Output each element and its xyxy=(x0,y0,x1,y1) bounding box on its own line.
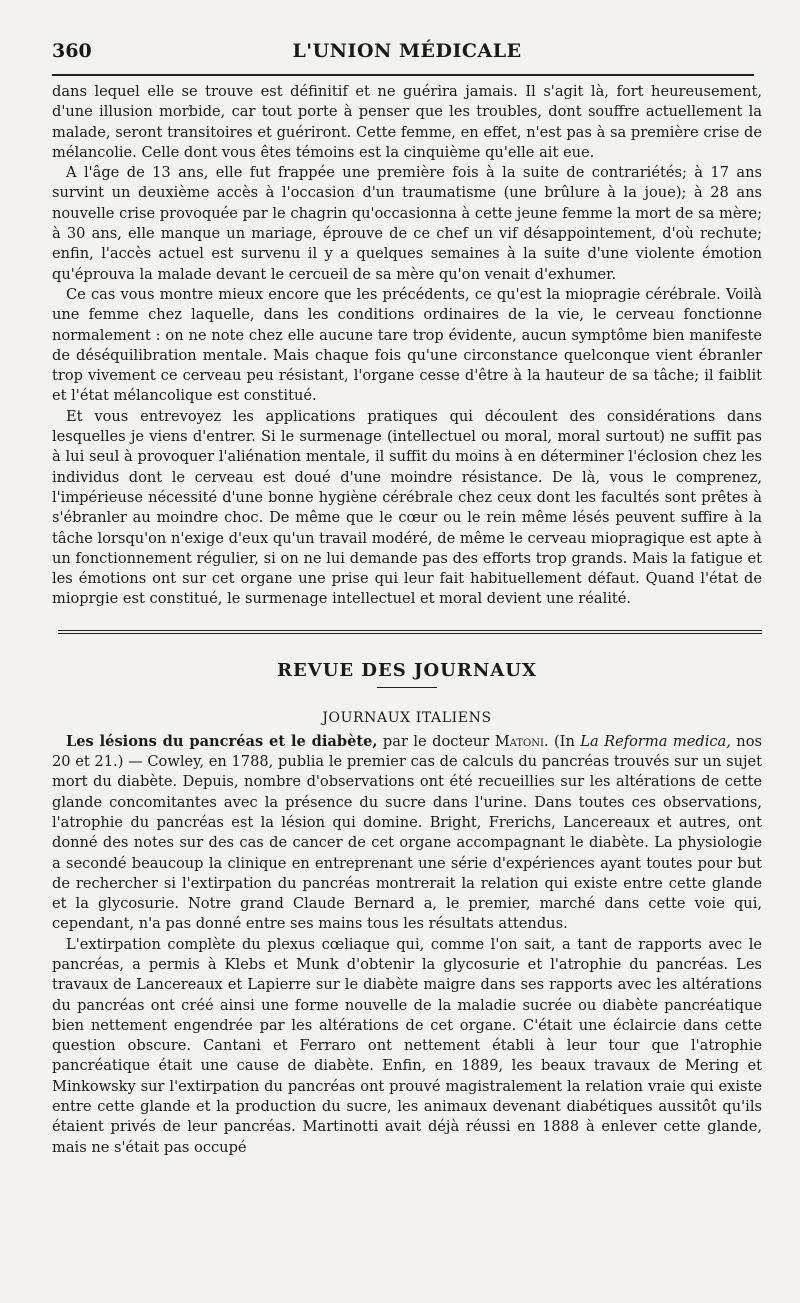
paragraph: A l'âge de 13 ans, elle fut frappée une première fois à la suite de contrariétés; à 17 ans survint un deuxième accès à l'occasion d'un traumatisme (une brûlure à la joue); à 28 ans nouvelle crise provoquée par le chagrin qu'occasionna à cette jeune femme la mort de sa mère; à 30 ans, elle manque un mariage, éprouve de ce chef un vif désappointement, d'où rechute; enfin, l'accès actuel est survenu il y a quelques semaines à la suite d'une violente émotion qu'éprouva la malade devant le cercueil de sa mère qu'on venait d'exhumer. xyxy=(52,164,762,283)
byline-text: par le docteur xyxy=(377,732,495,750)
section-divider xyxy=(58,630,762,634)
paragraph: L'extirpation complète du plexus cœliaque qui, comme l'on sait, a tant de rapports avec le pancréas, a permis à Klebs et Munk d'obtenir la glycosurie et l'atrophie du pancréas. Les travaux de Lancereaux et Lapierre sur le diabète maigre dans ses rapports avec les altérations du pancréas ont créé ainsi une forme nouvelle de la maladie sucrée ou diabète pancréatique bien nettement engendrée par les altérations de cet organe. C'était une éclaircie dans cette question obscure. Cantani et Ferraro ont nettement établi à leur tour que l'atrophie pancréatique était une cause de diabète. Enfin, en 1889, les beaux travaux de Mering et Minkowsky sur l'extirpation du pancréas ont prouvé magistralement la relation vraie qui existe entre cette glande et la production du sucre, les animaux devenant diabétiques aussitôt qu'ils étaient privés de leur pancréas. Martinotti avait déjà réussi en 1888 à enlever cette glande, mais ne s'était pas occupé xyxy=(52,935,762,1156)
article-lead-paragraph xyxy=(52,732,762,935)
article-lead-text: Cowley, en 1788, publia le premier cas de calculs du pancréas trouvés sur un sujet mort du diabète. Depuis, nombre d'observations ont été recueillies sur les altérations de cette glande concomitantes avec la présence du sucre dans l'urine. Dans toutes ces observations, l'atrophie du pancréas est la lésion qui domine. Bright, Frerichs, Lancereaux et autres, ont donné des notes sur des cas de cancer de cet organe accompagnant le diabète. La physiologie a secondé beaucoup la clinique en entreprenant une série d'expériences ayant toutes pour but de rechercher si l'extirpation du pancréas montrerait la relation qui existe entre cette glande et la glycosurie. Notre grand Claude Bernard a, le premier, marché dans cette voie qui, cependant, n'a pas donné entre ses mains tous les résultats attendus. xyxy=(52,753,762,933)
citation-close: nos 20 et 21.) — xyxy=(52,732,762,771)
article-author: Matoni. xyxy=(494,732,549,750)
page-number: 360 xyxy=(52,40,92,62)
running-head xyxy=(52,30,762,70)
section-title: REVUE DES JOURNAUX xyxy=(277,659,537,681)
header-rule xyxy=(52,74,754,76)
article-title: Les lésions du pancréas et le diabète, xyxy=(66,732,378,750)
citation-open: (In xyxy=(548,732,581,750)
journal-title: L'UNION MÉDICALE xyxy=(292,40,522,62)
paragraph: dans lequel elle se trouve est définitif et ne guérira jamais. Il s'agit là, fort heureusement, d'une illusion morbide, car tout porte à penser que les troubles, dont souffre actuellement la malade, seront transitoires et guériront. Cette femme, en effet, n'est pas à sa première crise de mélancolie. Celle dont vous êtes témoins est la cinquième qu'elle ait eue. xyxy=(52,83,762,161)
journal-name: La Reforma medica, xyxy=(580,732,731,750)
paragraph: Ce cas vous montre mieux encore que les précédents, ce qu'est la miopragie cérébrale. Voilà une femme chez laquelle, dans les conditions ordinaires de la vie, le cerveau fonctionne normalement : on ne note chez elle aucune tare trop évidente, aucun symptôme bien manifeste de déséquilibration mentale. Mais chaque fois qu'une circonstance quelconque vient ébranler trop vivement ce cerveau peu résistant, l'organe cesse d'être à la hauteur de sa tâche; il faiblit et l'état mélancolique est constitué. xyxy=(52,285,762,405)
title-underline xyxy=(377,687,437,688)
subsection-title: JOURNAUX ITALIENS xyxy=(322,709,492,726)
paragraph: Et vous entrevoyez les applications pratiques qui découlent des considérations dans lesquelles je viens d'entrer. Si le surmenage (intellectuel ou moral, moral surtout) ne suffit pas à lui seul à provoquer l'aliénation mentale, il suffit du moins à en déterminer l'éclosion chez les individus dont le cerveau est doué d'une moindre résistance. De là, vous le comprenez, l'impérieuse nécessité d'une bonne hygiène cérébrale chez ceux dont les facultés sont prêtes à s'ébranler au moindre choc. De même que le cœur ou le rein même lésés peuvent suffire à la tâche lorsqu'on n'exige d'eux qu'un travail modéré, de même le cerveau miopragique est apte à un fonctionnement régulier, si on ne lui demande pas des efforts trop grands. Mais la fatigue et les émotions ont sur cet organe une prise qui leur fait habituellement défaut. Quand l'état de mioprgie est constitué, le surmenage intellectuel et moral devient une réalité. xyxy=(52,407,762,608)
